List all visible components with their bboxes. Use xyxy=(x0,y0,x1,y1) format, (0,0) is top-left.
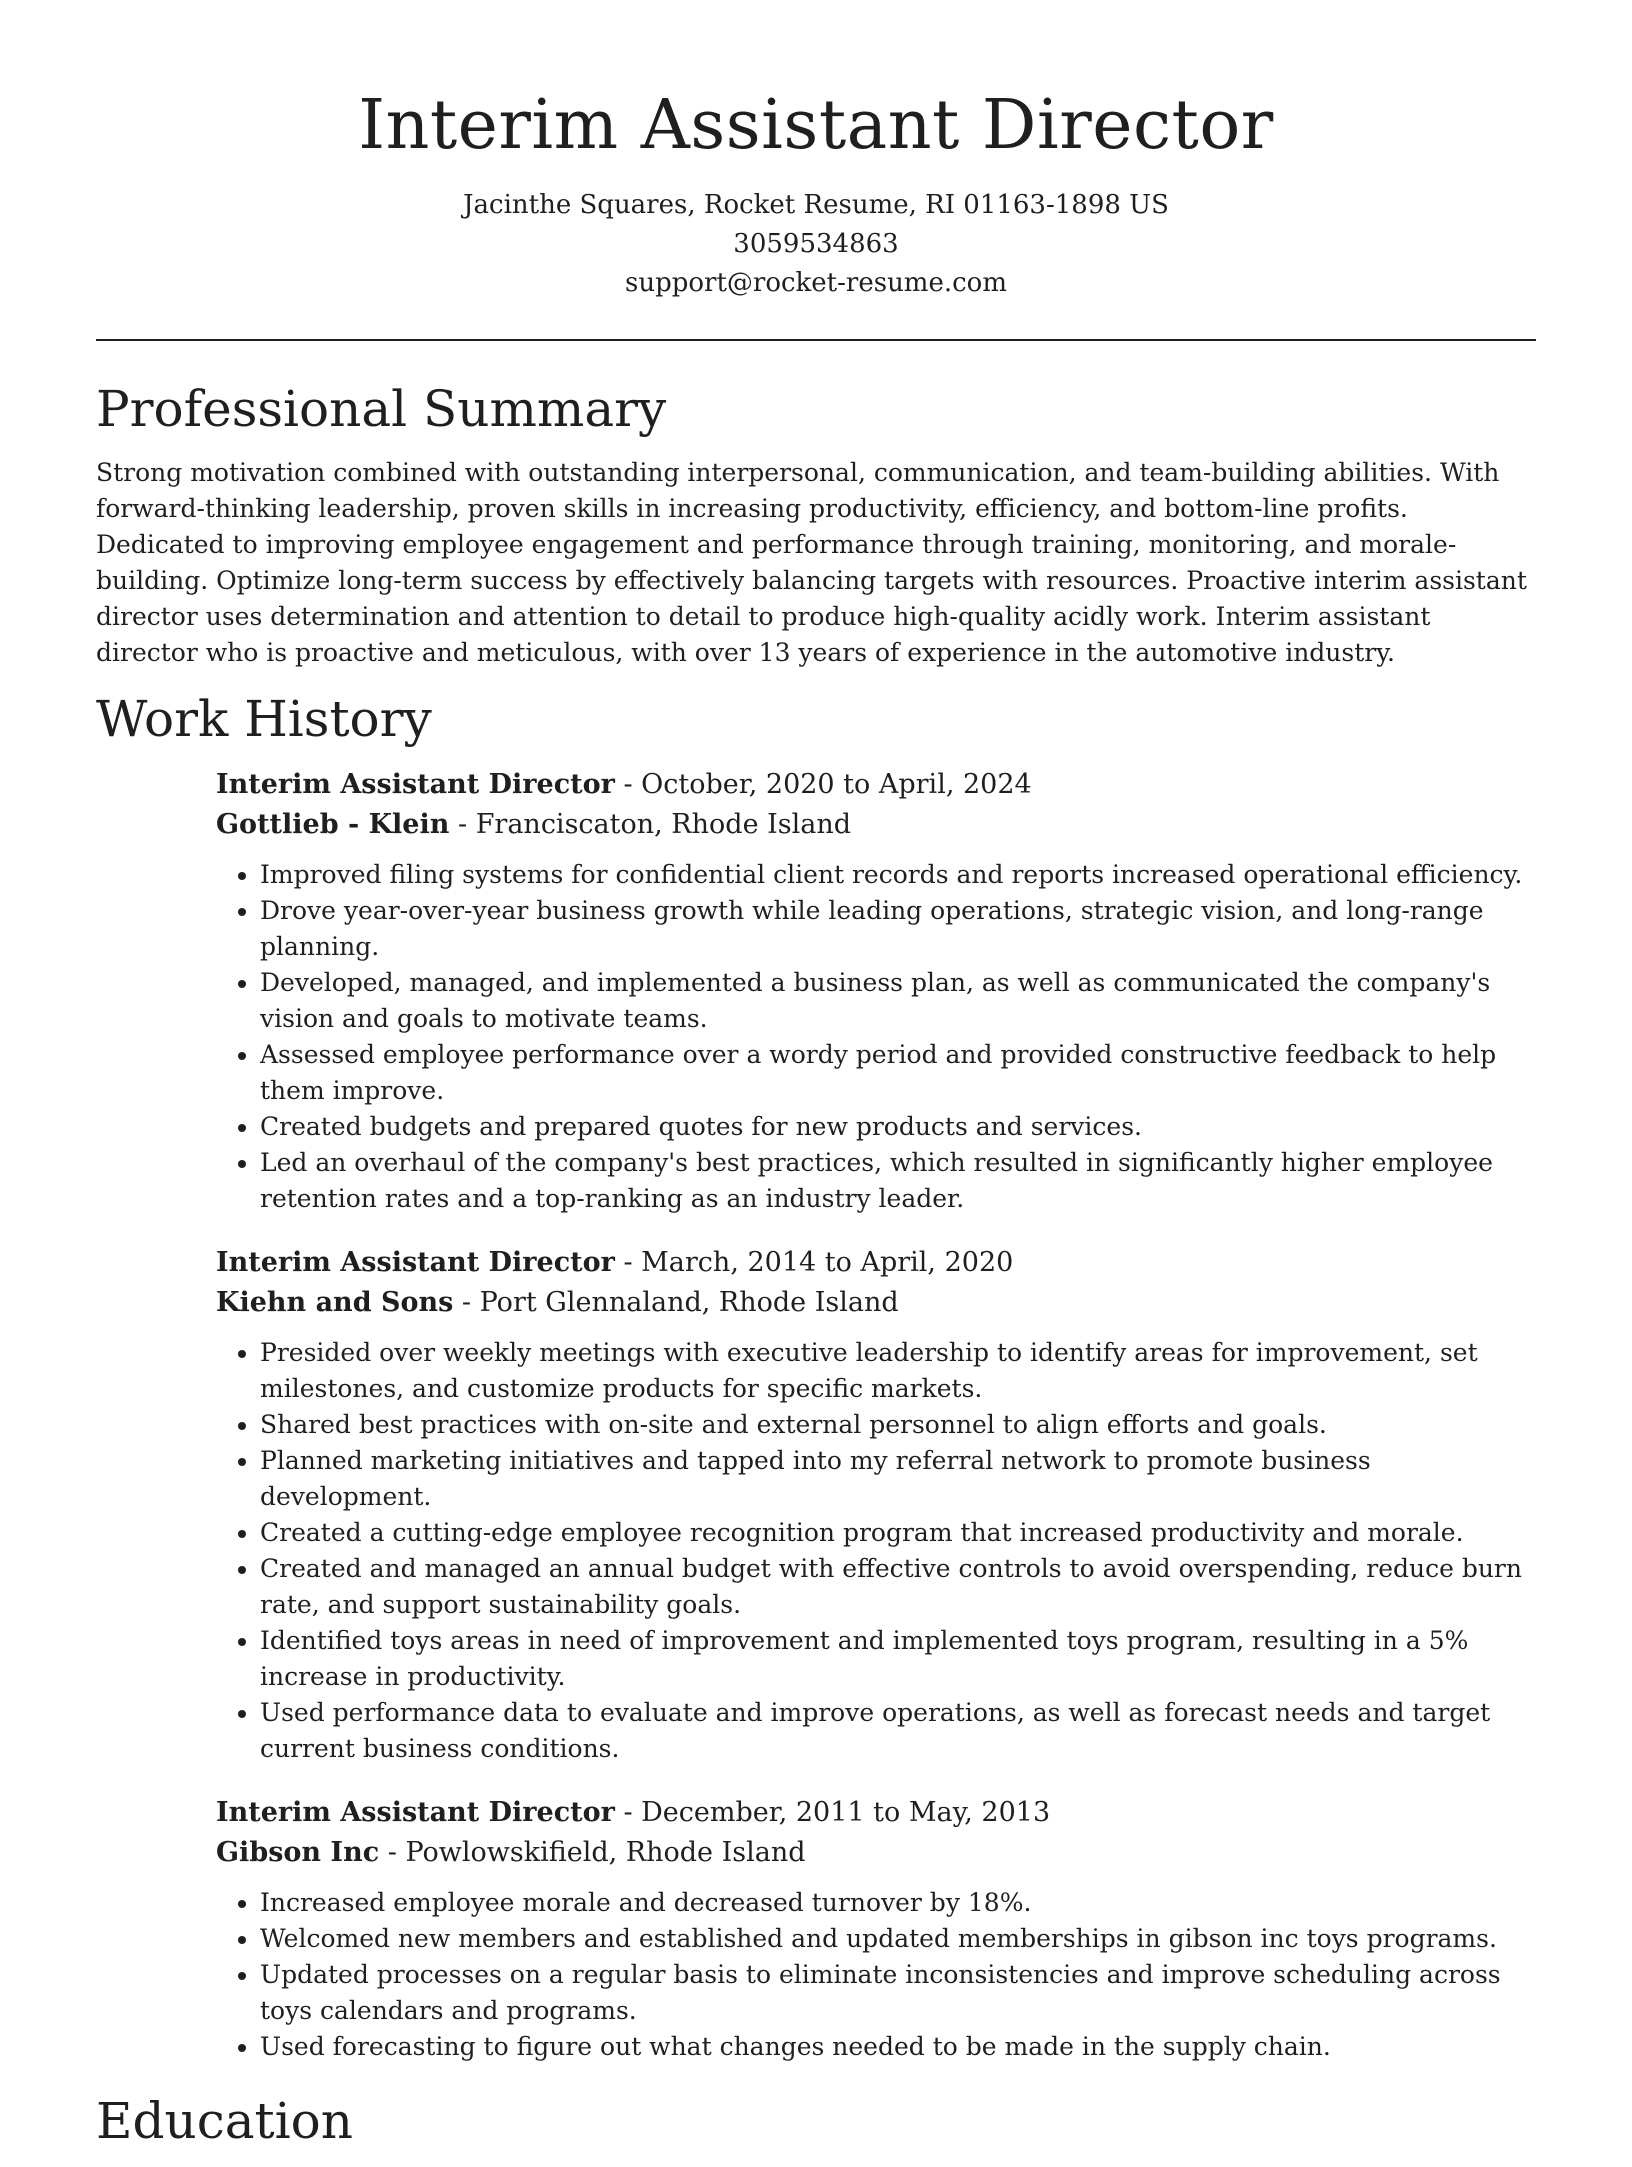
list-item: • Updated processes on a regular basis to eliminate inconsistencies and improve scheduling across toys calendars and programs. xyxy=(260,1957,1536,2029)
list-item: • Identified toys areas in need of improvement and implemented toys program, resulting in a 5% increase in productivity. xyxy=(260,1623,1536,1695)
section-title-summary: Professional Summary xyxy=(96,380,667,438)
list-item: • Used performance data to evaluate and improve operations, as well as forecast needs and target current business conditions. xyxy=(260,1695,1536,1767)
job-entry xyxy=(216,765,1536,1217)
job-role: Interim Assistant Director xyxy=(216,1247,615,1278)
list-item: • Developed, managed, and implemented a business plan, as well as communicated the company's vision and goals to motivate teams. xyxy=(260,965,1536,1037)
list-item: • Planned marketing initiatives and tapped into my referral network to promote business development. xyxy=(260,1443,1536,1515)
professional-summary-section xyxy=(96,379,1536,671)
work-history-section xyxy=(96,689,1536,2065)
job-company: Kiehn and Sons xyxy=(216,1287,454,1318)
list-item: • Shared best practices with on-site and external personnel to align efforts and goals. xyxy=(260,1407,1536,1443)
list-item: • Used forecasting to figure out what changes needed to be made in the supply chain. xyxy=(260,2029,1536,2065)
job-dates: October, 2020 to April, 2024 xyxy=(641,769,1032,800)
candidate-name: Interim Assistant Director xyxy=(358,86,1274,165)
list-item: • Created a cutting-edge employee recognition program that increased productivity and morale. xyxy=(260,1515,1536,1551)
job-entry xyxy=(216,1793,1536,2065)
job-bullets xyxy=(216,1335,1536,1767)
section-title-education: Education xyxy=(96,2092,353,2150)
list-item: • Improved filing systems for confidential client records and reports increased operational efficiency. xyxy=(260,857,1536,893)
job-bullets xyxy=(216,1885,1536,2065)
job-location: Franciscaton, Rhode Island xyxy=(475,809,852,840)
contact-address: Jacinthe Squares, Rocket Resume, RI 01163-1898 US xyxy=(463,190,1169,220)
job-role-line: Interim Assistant Director - December, 2011 to May, 2013 xyxy=(216,1797,1051,1828)
job-role: Interim Assistant Director xyxy=(216,769,615,800)
contact-phone: 3059534863 xyxy=(733,229,899,259)
education-section xyxy=(96,2091,1536,2151)
list-item: • Drove year-over-year business growth while leading operations, strategic vision, and long-range planning. xyxy=(260,893,1536,965)
list-item: • Increased employee morale and decreased turnover by 18%. xyxy=(260,1885,1536,1921)
job-dates: December, 2011 to May, 2013 xyxy=(641,1797,1051,1828)
list-item: • Led an overhaul of the company's best practices, which resulted in significantly higher employee retention rates and a top-ranking as an industry leader. xyxy=(260,1145,1536,1217)
job-company: Gottlieb - Klein xyxy=(216,809,450,840)
job-role: Interim Assistant Director xyxy=(216,1797,615,1828)
list-item: • Created budgets and prepared quotes for new products and services. xyxy=(260,1109,1536,1145)
job-location: Port Glennaland, Rhode Island xyxy=(479,1287,899,1318)
list-item: • Presided over weekly meetings with executive leadership to identify areas for improvement, set milestones, and customize products for specific markets. xyxy=(260,1335,1536,1407)
job-entry xyxy=(216,1243,1536,1767)
section-title-work-history: Work History xyxy=(96,690,432,748)
list-item: • Created and managed an annual budget with effective controls to avoid overspending, reduce burn rate, and support sustainability goals. xyxy=(260,1551,1536,1623)
summary-text: Strong motivation combined with outstanding interpersonal, communication, and team-building abilities. With forward-thinking leadership, proven skills in increasing productivity, efficiency, and bottom-line profits. Dedicated to improving employee engagement and performance through training, monitoring, and morale-building. Optimize long-term success by effectively balancing targets with resources. Proactive interim assistant director uses determination and attention to detail to produce high-quality acidly work. Interim assistant director who is proactive and meticulous, with over 13 years of experience in the automotive industry. xyxy=(96,458,1527,667)
resume-page xyxy=(96,0,1536,2167)
header-divider xyxy=(96,339,1536,341)
job-company: Gibson Inc xyxy=(216,1837,380,1868)
contact-email: support@rocket-resume.com xyxy=(624,268,1007,298)
resume-header xyxy=(96,0,1536,303)
job-bullets xyxy=(216,857,1536,1217)
job-dates: March, 2014 to April, 2020 xyxy=(641,1247,1014,1278)
job-role-line: Interim Assistant Director - March, 2014 to April, 2020 xyxy=(216,1247,1014,1278)
list-item: • Welcomed new members and established and updated memberships in gibson inc toys programs. xyxy=(260,1921,1536,1957)
list-item: • Assessed employee performance over a wordy period and provided constructive feedback to help them improve. xyxy=(260,1037,1536,1109)
job-location: Powlowskifield, Rhode Island xyxy=(405,1837,806,1868)
job-company-line: Gibson Inc - Powlowskifield, Rhode Island xyxy=(216,1837,806,1868)
job-company-line: Kiehn and Sons - Port Glennaland, Rhode Island xyxy=(216,1287,899,1318)
job-company-line: Gottlieb - Klein - Franciscaton, Rhode Island xyxy=(216,809,852,840)
job-role-line: Interim Assistant Director - October, 2020 to April, 2024 xyxy=(216,769,1032,800)
